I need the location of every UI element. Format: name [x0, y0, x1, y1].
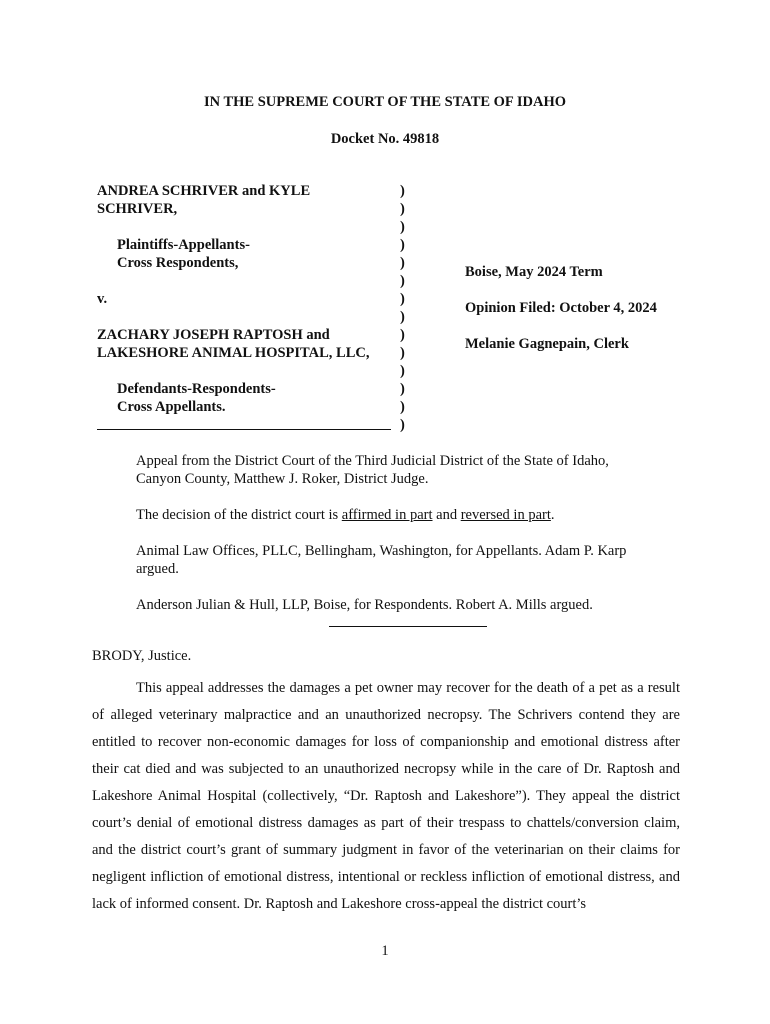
defendants-name-line1: ZACHARY JOSEPH RAPTOSH and: [97, 327, 330, 343]
opinion-paragraph: This appeal addresses the damages a pet owner may recover for the death of a pet as a result of alleged veterinary malpractice and an unauthorized necropsy. The Schrivers contend they are entitled to recover non-economic damages for loss of companionship and emotional distress after their cat died and was subjected to an unauthorized necropsy while in the care of Dr. Raptosh and Lakeshore Animal Hospital (collectively, “Dr. Raptosh and Lakeshore”). They appeal the district court’s denial of emotional distress damages as part of their trespass to chattels/conversion claim, and the district court’s grant of summary judgment in favor of the veterinarian on their claims for negligent infliction of emotional distress, intentional or reckless infliction of emotional distress, and lack of informed consent. Dr. Raptosh and Lakeshore cross-appeal the district court’s: [92, 680, 680, 912]
opinion-filed: Opinion Filed: October 4, 2024: [465, 300, 657, 316]
plaintiffs-role-line1: Plaintiffs-Appellants-: [117, 237, 250, 253]
case-summary: [136, 452, 656, 632]
caption-parentheses: ) ) ) ) ) ) ) ) ) ) ) ) ) ): [400, 183, 405, 433]
page-number: 1: [381, 943, 389, 959]
opinion-author: BRODY, Justice.: [92, 648, 192, 664]
respondents-counsel: Anderson Julian & Hull, LLP, Boise, for Respondents. Robert A. Mills argued.: [136, 597, 593, 613]
plaintiffs-name-line1: ANDREA SCHRIVER and KYLE: [97, 183, 311, 199]
appellants-counsel: Animal Law Offices, PLLC, Bellingham, Washington, for Appellants. Adam P. Karp argued.: [136, 543, 627, 577]
decision: The decision of the district court is affirmed in part and reversed in part.: [136, 507, 555, 523]
plaintiffs-role-line2: Cross Respondents,: [117, 255, 239, 271]
caption-divider: [97, 429, 391, 430]
docket-number: Docket No. 49818: [330, 131, 440, 147]
appeal-origin: Appeal from the District Court of the Third Judicial District of the State of Idaho, Canyon County, Matthew J. Roker, District Judge.: [136, 453, 609, 487]
court-name: IN THE SUPREME COURT OF THE STATE OF IDAHO: [203, 94, 567, 110]
defendants-role-line2: Cross Appellants.: [117, 399, 226, 415]
reversed-in-part: reversed in part: [460, 507, 551, 523]
defendants-role-line1: Defendants-Respondents-: [117, 381, 276, 397]
case-caption-parties: [97, 182, 397, 416]
term: Boise, May 2024 Term: [465, 264, 603, 280]
affirmed-in-part: affirmed in part: [341, 507, 433, 523]
defendants-name-line2: LAKESHORE ANIMAL HOSPITAL, LLC,: [97, 345, 370, 361]
versus: v.: [97, 291, 108, 307]
plaintiffs-name-line2: SCHRIVER,: [97, 201, 178, 217]
section-divider: [329, 626, 487, 627]
clerk: Melanie Gagnepain, Clerk: [465, 336, 629, 352]
opinion-body: [92, 675, 680, 918]
case-caption-info: [465, 264, 657, 372]
